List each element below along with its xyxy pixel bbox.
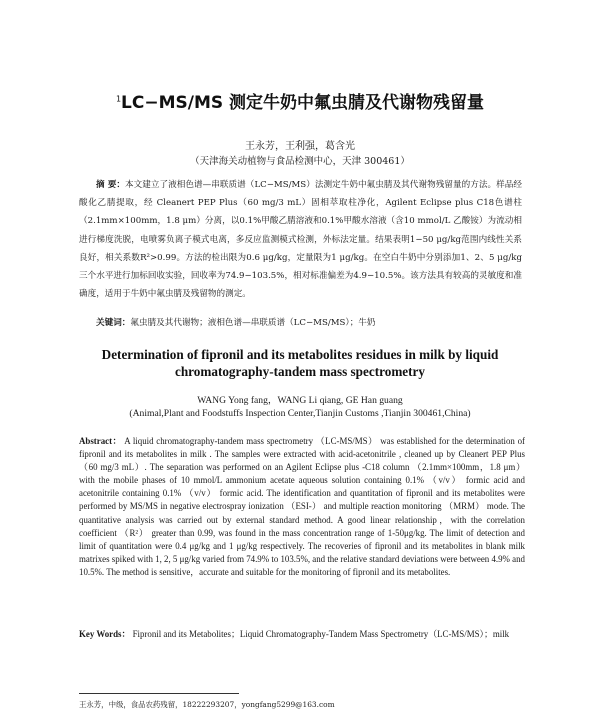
english-authors: WANG Yong fang，WANG Li qiang, GE Han guang [197, 395, 403, 406]
english-title: Determination of fipronil and its metabolites residues in milk by liquid chromatography-tandem mass spectrometry [101, 347, 499, 379]
chinese-title [0, 88, 600, 113]
english-keywords-label: Key Words： [79, 629, 131, 639]
chinese-abstract-text: 本文建立了液相色谱—串联质谱（LC−MS/MS）法测定牛奶中氟虫腈及其代谢物残留量的方法。样品经酸化乙腈提取，经 Cleanert PEP Plus（60 mg/3 mL）固相萃取柱净化，Agilent Eclipse plus C18色谱柱（2.1mm×100mm，1.8 μm）分离，以0.1%甲酸乙腈溶液和0.1%甲酸水溶液（含10 mmol/L 乙酸铵）为流动相进行梯度洗脱，电喷雾负离子模式电离，多反应监测模式检测，外标法定量。结果表明1−50 μg/kg范围内线性关系良好，相关系数R²>0.99。方法的检出限为0.6 μg/kg，定量限为1 μg/kg。在空白牛奶中分别添加1、2、5 μg/kg三个水平进行加标回收实验，回收率为74.9−103.5%，相对标准偏差为4.9−10.5%。该方法具有较高的灵敏度和准确度，适用于牛奶中氟虫腈及残留物的测定。 [79, 180, 522, 300]
chinese-keywords-text: 氟虫腈及其代谢物；液相色谱—串联质谱（LC−MS/MS）；牛奶 [130, 318, 376, 328]
english-keywords [79, 628, 525, 641]
english-abstract [79, 435, 525, 579]
chinese-authors: 王永芳，王利强，葛含光 [245, 141, 355, 152]
author-footnote: 王永芳，中级，食品农药残留，18222293207，yongfang5299@163.com [79, 700, 335, 709]
chinese-keywords [96, 316, 526, 328]
english-abstract-label: Abstract： [79, 436, 122, 446]
english-abstract-text: A liquid chromatography-tandem mass spectrometry （LC-MS/MS） was established for the determination of fipronil and its metabolites in milk . The samples were extracted with acid-acetonitrile , cleaned up by Cleanert PEP Plus （60 mg/3 mL）. The separation was performed on an Agilent Eclipse plus -C18 column （2.1mm×100mm，1.8 μm） with the mobile phases of 10 mmol/L ammonium acetate aqueous solution containing 0.1% （v/v） formic acid and acetonitrile containing 0.1% （v/v） formic acid. The identification and quantitation of fipronil and its metabolites were performed by MS/MS in negative electrospray ionization （ESI-） and multiple reaction monitoring （MRM） mode. The quantitative analysis was carried out by external standard method. A good linear relationship，with the correlation coefficient （R²） greater than 0.99, was found in the mass concentration range of 1-50μg/kg. The limit of detection and limit of quantitation were 0.4 μg/kg and 1 μg/kg respectively. The recoveries of fipronil and its metabolites in blank milk matrixes spiked with 1, 2, 5 μg/kg varied from 74.9% to 103.5%, and the relative standard deviations were between 4.9% and 10.5%. The method is sensitive，accurate and suitable for the monitoring of fipronil and its metabolites. [79, 436, 525, 577]
english-affiliation: (Animal,Plant and Foodstuffs Inspection Center,Tianjin Customs ,Tianjin 300461,China) [129, 408, 471, 419]
chinese-abstract-label: 摘 要： [96, 180, 125, 190]
chinese-abstract [79, 176, 522, 303]
chinese-keywords-label: 关键词： [96, 318, 131, 328]
title-superscript: 1 [115, 94, 122, 104]
chinese-affiliation: （天津海关动植物与食品检测中心，天津 300461） [190, 156, 410, 167]
footnote-divider [79, 693, 239, 694]
chinese-title-text: LC−MS/MS 测定牛奶中氟虫腈及代谢物残留量 [121, 93, 485, 113]
english-keywords-text: Fipronil and its Metabolites；Liquid Chromatography-Tandem Mass Spectrometry（LC-MS/MS）；milk [132, 629, 510, 639]
